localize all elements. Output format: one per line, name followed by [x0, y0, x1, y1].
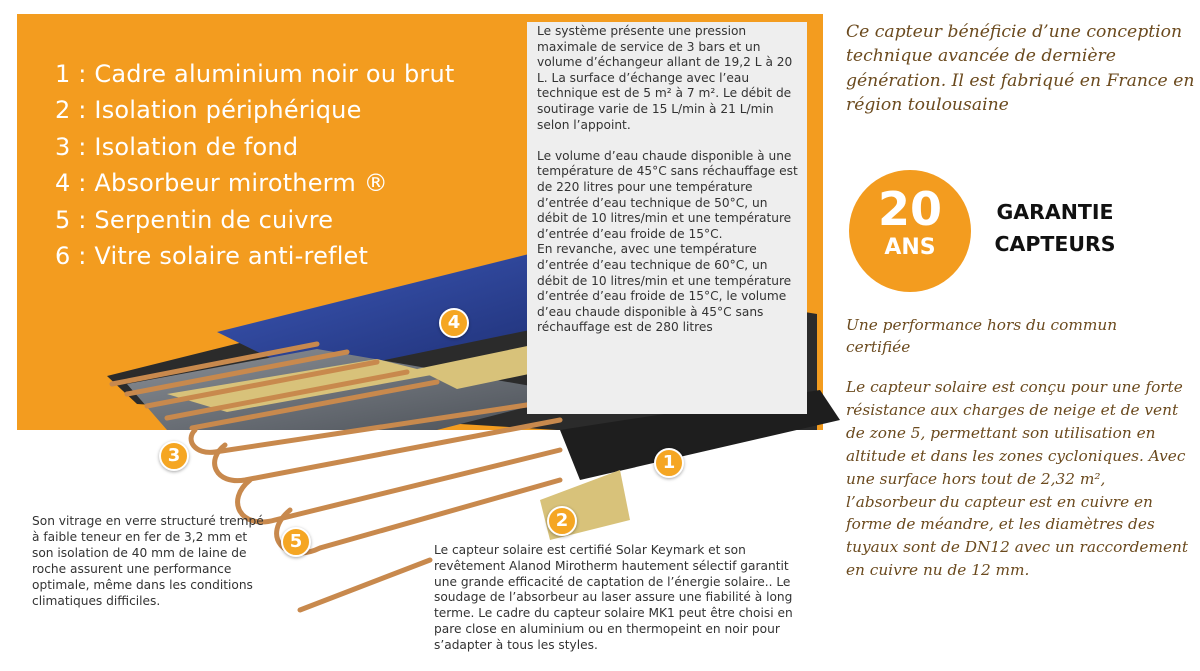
spec-paragraph-3: En revanche, avec une température d’entrée d’eau technique de 60°C, un débit de 10 litres/min et une température d’entrée d’eau froide de 15°C, le volume d’eau chaude disponible à 45°C sans réchauffage est de 280 litres: [537, 242, 792, 335]
certification-description: Le capteur solaire est certifié Solar Keymark et son revêtement Alanod Mirotherm hautement sélectif garantit une grande efficacité de captation de l’énergie solaire.. Le soudage de l’absorbeur au laser assure une fiabilité à long terme. Le cadre du capteur solaire MK1 peut être choisi en pare close en aluminium ou en thermopeint en noir pour s’adapter à tous les styles.: [434, 543, 793, 652]
warranty-unit: ANS: [884, 235, 936, 260]
warranty-label-line-2: CAPTEURS: [994, 232, 1116, 256]
performance-title: Une performance hors du commun certifiée: [846, 316, 1118, 356]
legend-item-3: 3 : Isolation de fond: [55, 132, 299, 161]
badge-2: 2: [547, 506, 577, 536]
badge-4: 4: [439, 308, 469, 338]
legend-item-1: 1 : Cadre aluminium noir ou brut: [55, 60, 455, 88]
specifications-box: [527, 22, 807, 414]
legend-item-4: 4 : Absorbeur mirotherm ®: [55, 169, 388, 198]
warranty-label-line-1: GARANTIE: [996, 200, 1114, 224]
legend-item-6: 6 : Vitre solaire anti-reflet: [55, 242, 369, 271]
glazing-description: Son vitrage en verre structuré trempé à faible teneur en fer de 3,2 mm et son isolation de 40 mm de laine de roche assurent une performance optimale, même dans les conditions climatiques difficiles.: [32, 514, 264, 608]
legend-item-5: 5 : Serpentin de cuivre: [55, 205, 334, 234]
badge-1: 1: [654, 448, 684, 478]
warranty-years: 20: [877, 182, 942, 236]
spec-paragraph-1: Le système présente une pression maximale de service de 3 bars et un volume d’échangeur allant de 19,2 L à 20 L. La surface d’échange avec l’eau technique est de 5 m² à 7 m². Le débit de soutirage varie de 15 L/min à 21 L/min selon l’appoint.: [537, 24, 793, 132]
badge-3: 3: [159, 441, 189, 471]
legend-item-2: 2 : Isolation périphérique: [55, 96, 362, 125]
spec-paragraph-2: Le volume d’eau chaude disponible à une température de 45°C sans réchauffage est de 220 litres pour une température d’entrée d’eau technique de 50°C, un débit de 10 litres/min et une température d’entrée d’eau froide de 15°C.: [537, 148, 798, 241]
warranty-label: [970, 196, 1140, 260]
badge-5: 5: [281, 527, 311, 557]
intro-text: Ce capteur bénéficie d’une conception technique avancée de dernière génération. Il est fabriqué en France en région toulousaine: [846, 22, 1195, 116]
warranty-badge: [849, 170, 971, 292]
performance-description: Le capteur solaire est conçu pour une forte résistance aux charges de neige et de vent de zone 5, permettant son utilisation en altitude et dans les zones cycloniques. Avec une surface hors tout de 2,32 m², l’absorbeur du capteur est en cuivre en forme de méandre, et les diamètres des tuyaux sont de DN12 avec un raccordement en cuivre nu de 12 mm.: [846, 378, 1189, 580]
